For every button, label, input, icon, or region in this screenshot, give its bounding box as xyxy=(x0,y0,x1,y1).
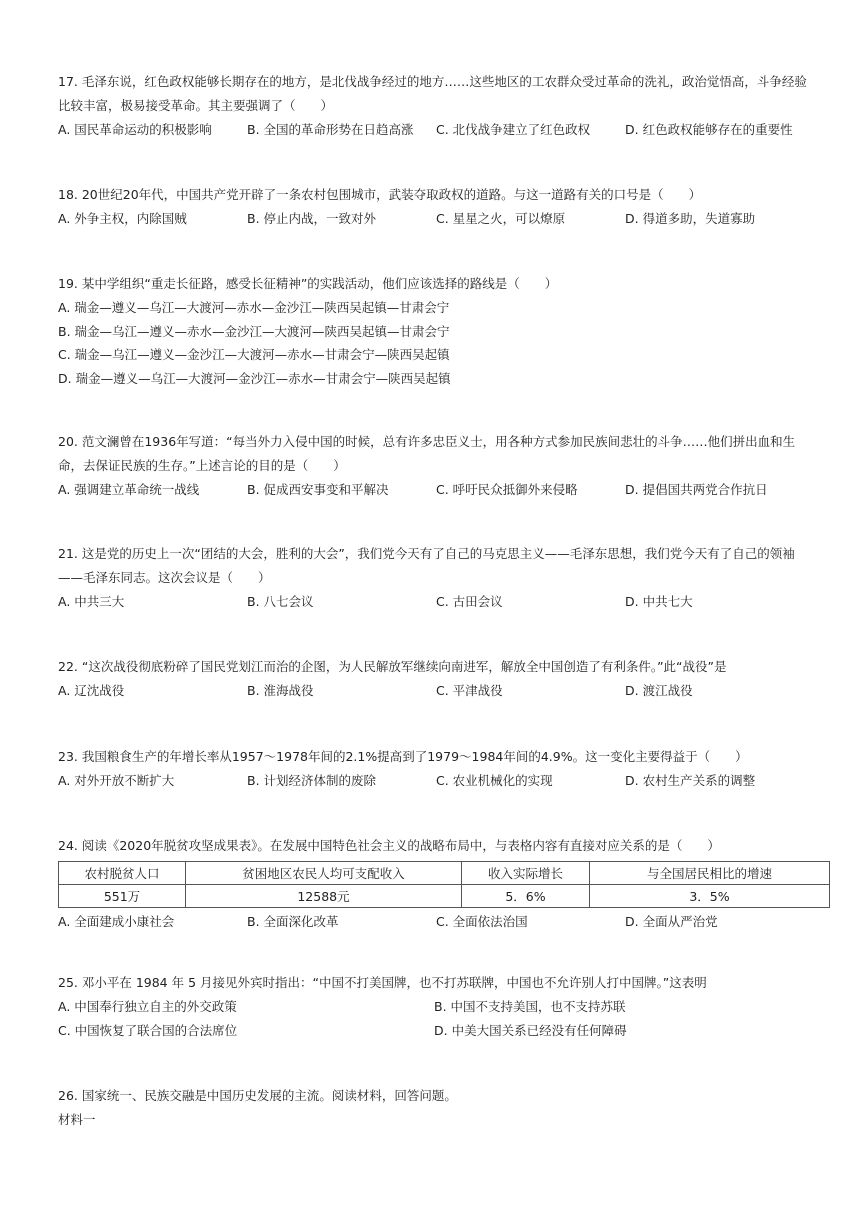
option-d[interactable]: D. 提倡国共两党合作抗日 xyxy=(625,482,768,497)
table-cell: 3．5% xyxy=(590,885,830,908)
table-cell: 12588元 xyxy=(186,885,462,908)
option-d[interactable]: D. 中美大国关系已经没有任何障碍 xyxy=(434,1022,627,1038)
question-24 xyxy=(58,834,818,934)
options-row xyxy=(58,478,818,502)
table-header-cell: 贫困地区农民人均可支配收入 xyxy=(186,862,462,885)
option-b[interactable]: B. 全面深化改革 xyxy=(247,914,339,929)
option-b[interactable]: B. 促成西安事变和平解决 xyxy=(247,482,389,497)
material-label: 材料一 xyxy=(58,1112,96,1127)
question-23 xyxy=(58,745,818,793)
option-c[interactable]: C. 平津战役 xyxy=(436,683,503,698)
options-row xyxy=(58,910,818,934)
option-b[interactable]: B. 停止内战，一致对外 xyxy=(247,211,377,226)
option-a[interactable]: A. 国民革命运动的积极影响 xyxy=(58,122,212,137)
question-stem: 26. 国家统一、民族交融是中国历史发展的主流。阅读材料，回答问题。 xyxy=(58,1088,457,1103)
option-c[interactable]: C. 北伐战争建立了红色政权 xyxy=(436,122,591,137)
question-stem: 21. 这是党的历史上一次“团结的大会，胜利的大会”，我们党今天有了自己的马克思主义——毛泽东思想，我们党今天有了自己的领袖——毛泽东同志。这次会议是（ ） xyxy=(58,546,795,585)
option-c[interactable]: C. 星星之火，可以燎原 xyxy=(436,211,566,226)
options-grid xyxy=(58,995,818,1042)
option-d[interactable]: D. 瑞金—遵义—乌江—大渡河—金沙江—赤水—甘肃会宁—陕西吴起镇 xyxy=(58,370,451,386)
options-row xyxy=(58,590,818,614)
option-d[interactable]: D. 得道多助，失道寡助 xyxy=(625,211,756,226)
option-b[interactable]: B. 瑞金—乌江—遵义—赤水—金沙江—大渡河—陕西吴起镇—甘肃会宁 xyxy=(58,323,450,339)
question-stem: 25. 邓小平在 1984 年 5 月接见外宾时指出：“中国不打美国牌，也不打苏联牌，中国也不允许别人打中国牌。”这表明 xyxy=(58,975,707,990)
option-b[interactable]: B. 中国不支持美国，也不支持苏联 xyxy=(434,999,626,1014)
question-26 xyxy=(58,1084,818,1132)
question-stem: 24. 阅读《2020年脱贫攻坚成果表》。在发展中国特色社会主义的战略布局中，与表格内容有直接对应关系的是（ ） xyxy=(58,838,720,853)
option-b[interactable]: B. 全国的革命形势在日趋高涨 xyxy=(247,122,414,137)
option-a[interactable]: A. 瑞金—遵义—乌江—大渡河—赤水—金沙江—陕西吴起镇—甘肃会宁 xyxy=(58,300,450,315)
options-row xyxy=(58,207,818,231)
question-stem: 23. 我国粮食生产的年增长率从1957～1978年间的2.1%提高到了1979～1984年间的4.9%。这一变化主要得益于（ ） xyxy=(58,749,748,764)
table-header-row xyxy=(59,862,830,885)
options-row xyxy=(58,769,818,793)
options-row xyxy=(58,118,818,142)
options-row xyxy=(58,679,818,703)
results-table xyxy=(58,861,830,908)
option-c[interactable]: C. 瑞金—乌江—遵义—金沙江—大渡河—赤水—甘肃会宁—陕西吴起镇 xyxy=(58,347,450,362)
option-d[interactable]: D. 全面从严治党 xyxy=(625,914,718,929)
option-c[interactable]: C. 古田会议 xyxy=(436,594,503,609)
table-header-cell: 农村脱贫人口 xyxy=(59,862,186,885)
option-d[interactable]: D. 农村生产关系的调整 xyxy=(625,773,756,788)
option-a[interactable]: A. 对外开放不断扩大 xyxy=(58,773,175,788)
question-21 xyxy=(58,542,818,614)
option-a[interactable]: A. 中国奉行独立自主的外交政策 xyxy=(58,999,237,1014)
option-d[interactable]: D. 中共七大 xyxy=(625,594,693,609)
option-b[interactable]: B. 淮海战役 xyxy=(247,683,314,698)
option-b[interactable]: B. 计划经济体制的废除 xyxy=(247,773,377,788)
question-19 xyxy=(58,272,818,390)
question-25 xyxy=(58,971,818,1042)
option-a[interactable]: A. 辽沈战役 xyxy=(58,683,125,698)
option-c[interactable]: C. 呼吁民众抵御外来侵略 xyxy=(436,482,578,497)
option-a[interactable]: A. 强调建立革命统一战线 xyxy=(58,482,200,497)
option-c[interactable]: C. 中国恢复了联合国的合法席位 xyxy=(58,1022,238,1038)
question-stem: 18. 20世纪20年代，中国共产党开辟了一条农村包围城市，武装夺取政权的道路。与这一道路有关的口号是（ ） xyxy=(58,187,702,202)
option-a[interactable]: A. 中共三大 xyxy=(58,594,125,609)
table-header-cell: 收入实际增长 xyxy=(462,862,590,885)
option-c[interactable]: C. 农业机械化的实现 xyxy=(436,773,553,788)
table-cell: 551万 xyxy=(59,885,186,908)
table-row xyxy=(59,885,830,908)
option-a[interactable]: A. 外争主权，内除国贼 xyxy=(58,211,187,226)
question-18 xyxy=(58,183,818,231)
option-a[interactable]: A. 全面建成小康社会 xyxy=(58,914,175,929)
question-20 xyxy=(58,430,818,502)
table-cell: 5．6% xyxy=(462,885,590,908)
option-b[interactable]: B. 八七会议 xyxy=(247,594,314,609)
question-stem: 17. 毛泽东说，红色政权能够长期存在的地方，是北伐战争经过的地方……这些地区的工农群众受过革命的洗礼，政治觉悟高，斗争经验比较丰富，极易接受革命。其主要强调了（ ） xyxy=(58,74,807,113)
table-header-cell: 与全国居民相比的增速 xyxy=(590,862,830,885)
option-d[interactable]: D. 红色政权能够存在的重要性 xyxy=(625,122,793,137)
option-c[interactable]: C. 全面依法治国 xyxy=(436,914,528,929)
question-22 xyxy=(58,655,818,703)
question-17 xyxy=(58,70,818,142)
option-d[interactable]: D. 渡江战役 xyxy=(625,683,693,698)
question-stem: 20. 范文澜曾在1936年写道：“每当外力入侵中国的时候，总有许多忠臣义士，用各种方式参加民族间悲壮的斗争……他们拼出血和生命，去保证民族的生存。”上述言论的目的是（ ） xyxy=(58,434,796,473)
question-stem: 19. 某中学组织“重走长征路，感受长征精神”的实践活动，他们应该选择的路线是（ ） xyxy=(58,276,558,291)
question-stem: 22. “这次战役彻底粉碎了国民党划江而治的企图，为人民解放军继续向南进军，解放全中国创造了有利条件。”此“战役”是 xyxy=(58,659,727,674)
